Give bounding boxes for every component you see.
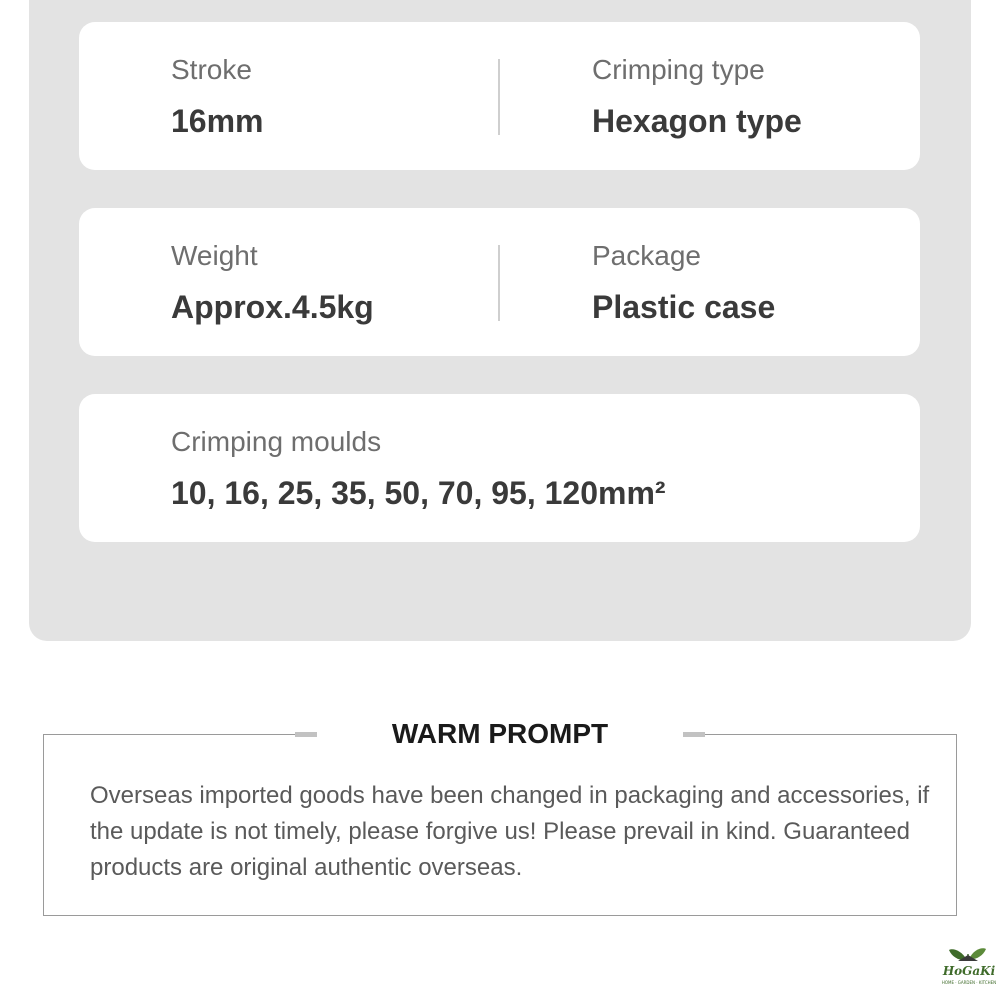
spec-label: Package: [592, 240, 701, 271]
brand-tagline: HOME · GARDEN · KITCHEN: [941, 980, 997, 985]
spec-value: Approx.4.5kg: [171, 289, 374, 325]
spec-value: 10, 16, 25, 35, 50, 70, 95, 120mm²: [171, 475, 666, 511]
spec-value: Plastic case: [592, 289, 776, 325]
spec-card-weight-package: [79, 208, 920, 356]
spec-label: Weight: [171, 240, 258, 271]
spec-divider: [498, 59, 500, 135]
hogaki-logo: [940, 944, 998, 988]
warm-prompt-text: Overseas imported goods have been changed in packaging and accessories, if the update is not timely, please forgive us! Please prevail in kind. Guaranteed products are original authentic overseas.: [90, 782, 930, 881]
prompt-top-border-left: [43, 734, 295, 735]
spec-label: Stroke: [171, 54, 252, 85]
spec-label: Crimping type: [592, 54, 765, 85]
spec-card-stroke-crimping: [79, 22, 920, 170]
prompt-dash-right: [683, 732, 705, 737]
prompt-dash-left: [295, 732, 317, 737]
spec-card-crimping-moulds: [79, 394, 920, 542]
spec-value: Hexagon type: [592, 103, 802, 139]
spec-divider: [498, 245, 500, 321]
warm-prompt-title: WARM PROMPT: [391, 718, 609, 749]
leaf-icon: [949, 948, 986, 961]
spec-value: 16mm: [171, 103, 264, 139]
brand-name: HoGaKi: [942, 964, 996, 978]
spec-label: Crimping moulds: [171, 426, 382, 457]
prompt-top-border-right: [705, 734, 957, 735]
